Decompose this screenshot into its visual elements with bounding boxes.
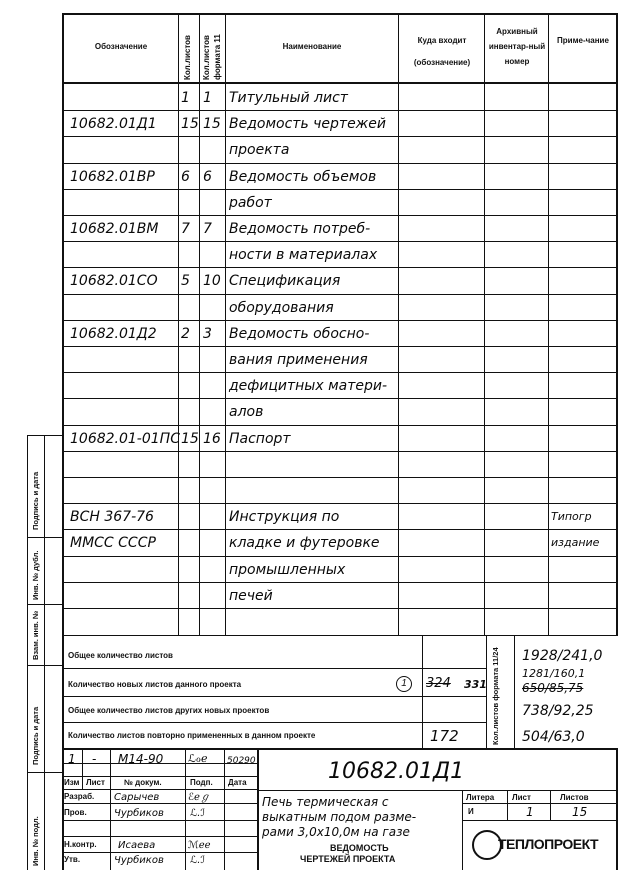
row-sheets-f11: 15 — [203, 116, 221, 132]
row-name: промышленных — [229, 562, 346, 578]
total-sheets-value: 1928/241,0 — [522, 648, 603, 664]
side-strip-line — [27, 772, 63, 773]
totals-vline — [422, 635, 423, 749]
stamp-col-izm: Изм — [64, 778, 80, 787]
stamp-utv-name: Чурбиков — [114, 855, 164, 866]
stamp-title-printed-1: ВЕДОМОСТЬ — [330, 843, 389, 853]
header-bottom — [62, 82, 618, 84]
stamp-nkontr-label: Н.контр. — [64, 840, 97, 849]
row-designation: 10682.01ВР — [70, 169, 155, 185]
row-name: Ведомость объемов — [229, 169, 377, 185]
stamp-col-podp: Подп. — [190, 778, 213, 787]
stamp-signature-icon: ℒℴℯ — [188, 752, 208, 765]
row-name: печей — [229, 588, 273, 604]
row-name: Титульный лист — [229, 90, 348, 106]
row-sheets: 5 — [181, 273, 190, 289]
col-line — [484, 13, 485, 635]
new-sheets-value: 331 — [464, 678, 487, 691]
stamp-vline — [507, 790, 508, 820]
side-inv-dubl: Инв. № дубл. — [31, 550, 40, 600]
stamp-listov-label: Листов — [560, 793, 589, 802]
row-sheets-f11: 16 — [203, 431, 221, 447]
row-sheets: 2 — [181, 326, 190, 342]
col-line — [199, 13, 200, 635]
stamp-prov-label: Пров. — [64, 808, 87, 817]
row-name: проекта — [229, 142, 290, 158]
row-line — [62, 241, 618, 242]
header-where-used: Куда входит (обозначение) — [413, 36, 471, 67]
stamp-date-rev: 50290 — [227, 756, 256, 766]
reused-sheets-label: Количество листов повторно примененных в данном проекте — [68, 731, 316, 740]
row-name: алов — [229, 404, 264, 420]
totals-side-label: Кол.листов формата 11/24 — [491, 647, 500, 745]
row-sheets-f11: 10 — [203, 273, 221, 289]
new-sheets-struck: 324 — [426, 676, 451, 691]
stamp-grid-h — [62, 803, 258, 804]
row-sheets: 7 — [181, 221, 190, 237]
row-line — [62, 451, 618, 452]
stamp-col-doc: № докум. — [124, 778, 162, 787]
stamp-title-printed-2: ЧЕРТЕЖЕЙ ПРОЕКТА — [300, 854, 396, 864]
row-name: Паспорт — [229, 431, 291, 447]
stamp-litera-value: И — [468, 807, 474, 816]
stamp-col-list: Лист — [86, 778, 105, 787]
row-line — [62, 529, 618, 530]
stamp-col-data: Дата — [228, 778, 247, 787]
header-archive: Архивный инвентар-ный номер — [488, 27, 546, 66]
stamp-listov-value: 15 — [572, 805, 588, 819]
stamp-razrab-signature-icon: ℰℯℊ — [188, 792, 210, 803]
stamp-title-hw-3: рами 3,0х10,0м на газе — [262, 825, 410, 839]
stamp-list-value: 1 — [526, 805, 534, 819]
row-designation: 10682.01Д2 — [70, 326, 157, 342]
stamp-grid-v — [82, 750, 83, 790]
row-line — [62, 608, 618, 609]
header-note: Приме-чание — [557, 36, 609, 45]
row-name: работ — [229, 195, 272, 211]
row-designation: ММСС СССР — [70, 535, 156, 551]
stamp-hline — [462, 803, 618, 804]
row-name: Ведомость чертежей — [229, 116, 387, 132]
row-designation: 10682.01Д1 — [70, 116, 157, 132]
row-name: кладке и футеровке — [229, 535, 380, 551]
row-name: Спецификация — [229, 273, 341, 289]
row-note: Типогр — [551, 510, 592, 523]
col-line — [548, 13, 549, 635]
totals-top — [62, 635, 618, 636]
row-sheets-f11: 1 — [203, 90, 212, 106]
stamp-hline — [462, 820, 618, 821]
stamp-grid-h — [62, 776, 258, 777]
reused-sheets-value: 172 — [430, 727, 459, 745]
new-sheets-label: Количество новых листов данного проекта — [68, 680, 242, 689]
side-strip-line — [27, 537, 63, 538]
other-sheets-label: Общее количество листов других новых проектов — [68, 706, 270, 715]
col-line — [178, 13, 179, 635]
row-line — [62, 110, 618, 111]
side-podp-data-2: Подпись и дата — [31, 471, 40, 530]
row-designation: 10682.01СО — [70, 273, 158, 289]
totals-vline — [514, 635, 515, 749]
row-line — [62, 294, 618, 295]
row-line — [62, 163, 618, 164]
row-designation: 10682.01-01ПС — [70, 431, 180, 447]
row-sheets: 6 — [181, 169, 190, 185]
reused-right-value: 504/63,0 — [522, 729, 585, 745]
stamp-vline — [462, 790, 463, 870]
row-sheets-f11: 6 — [203, 169, 212, 185]
side-strip-mid — [44, 435, 45, 870]
stamp-utv-signature-icon: ℒ.ℐ — [190, 855, 206, 866]
total-sheets-label: Общее количество листов — [68, 651, 173, 660]
row-designation: 10682.01ВМ — [70, 221, 159, 237]
stamp-list-label: Лист — [512, 793, 531, 802]
row-sheets: 1 — [181, 90, 190, 106]
stamp-litera-label: Литера — [466, 793, 495, 802]
row-designation: ВСН 367-76 — [70, 509, 154, 525]
row-line — [62, 556, 618, 557]
side-vzam: Взам. инв. № — [31, 610, 40, 660]
side-strip-line — [27, 665, 63, 666]
header-sheets: Кол.листов — [183, 35, 192, 80]
circle-one-icon: 1 — [396, 676, 412, 692]
stamp-razrab-label: Разраб. — [64, 792, 95, 801]
row-name: вания применения — [229, 352, 368, 368]
header-name: Наименование — [282, 42, 342, 51]
other-sheets-value: 738/92,25 — [522, 703, 594, 719]
side-strip-line — [27, 604, 63, 605]
org-name: ТЕПЛОПРОЕКТ — [498, 836, 599, 852]
stamp-title-hw-1: Печь термическая с — [262, 795, 389, 809]
header-sheets-f11: Кол.листов формата 11 — [202, 34, 222, 80]
stamp-doc-code: 10682.01Д1 — [328, 759, 465, 784]
stamp-grid-h — [62, 836, 258, 837]
row-sheets-f11: 7 — [203, 221, 212, 237]
row-line — [62, 582, 618, 583]
side-inv-podl: Инв. № подл. — [31, 816, 40, 866]
stamp-nkontr-name: Исаева — [118, 840, 156, 851]
side-strip-left — [27, 435, 28, 870]
row-line — [62, 346, 618, 347]
row-line — [62, 398, 618, 399]
row-line — [62, 503, 618, 504]
row-line — [62, 189, 618, 190]
row-sheets: 15 — [181, 116, 199, 132]
frame-left — [62, 13, 64, 870]
new-sheets-right-1: 1281/160,1 — [522, 667, 586, 680]
new-sheets-right-2: 650/85,75 — [522, 681, 584, 695]
row-line — [62, 136, 618, 137]
stamp-vline — [550, 790, 551, 820]
row-name: Ведомость потреб- — [229, 221, 371, 237]
stamp-prov-signature-icon: ℒ.ℐ — [190, 808, 206, 819]
row-line — [62, 215, 618, 216]
side-strip-top — [27, 435, 63, 436]
stamp-doc-num: M14-90 — [118, 752, 164, 766]
stamp-razrab-name: Сарычев — [114, 792, 160, 803]
col-line — [398, 13, 399, 635]
stamp-nkontr-signature-icon: ℳℯℯ — [188, 840, 211, 851]
row-line — [62, 477, 618, 478]
row-name: Ведомость обосно- — [229, 326, 370, 342]
side-podp-data: Подпись и дата — [31, 706, 40, 765]
frame-right — [616, 13, 618, 635]
stamp-utv-label: Утв. — [64, 855, 81, 864]
row-name: ности в материалах — [229, 247, 378, 263]
row-line — [62, 425, 618, 426]
row-name: Инструкция по — [229, 509, 340, 525]
header-designation: Обозначение — [94, 42, 148, 51]
stamp-hline — [257, 790, 618, 791]
stamp-rev-num: 1 — [68, 752, 76, 766]
stamp-right — [616, 750, 618, 870]
row-line — [62, 267, 618, 268]
row-sheets: 15 — [181, 431, 199, 447]
frame-top — [62, 13, 618, 15]
totals-bottom — [62, 748, 618, 750]
row-name: оборудования — [229, 300, 334, 316]
row-name: дефицитных матери- — [229, 378, 388, 394]
col-line — [225, 13, 226, 635]
row-sheets-f11: 3 — [203, 326, 212, 342]
stamp-title-hw-2: выкатным подом разме- — [262, 810, 417, 824]
row-line — [62, 372, 618, 373]
stamp-grid-h — [62, 789, 258, 790]
row-line — [62, 320, 618, 321]
stamp-rev-dash: - — [92, 752, 97, 766]
stamp-prov-name: Чурбиков — [114, 808, 164, 819]
row-note: издание — [551, 536, 600, 549]
